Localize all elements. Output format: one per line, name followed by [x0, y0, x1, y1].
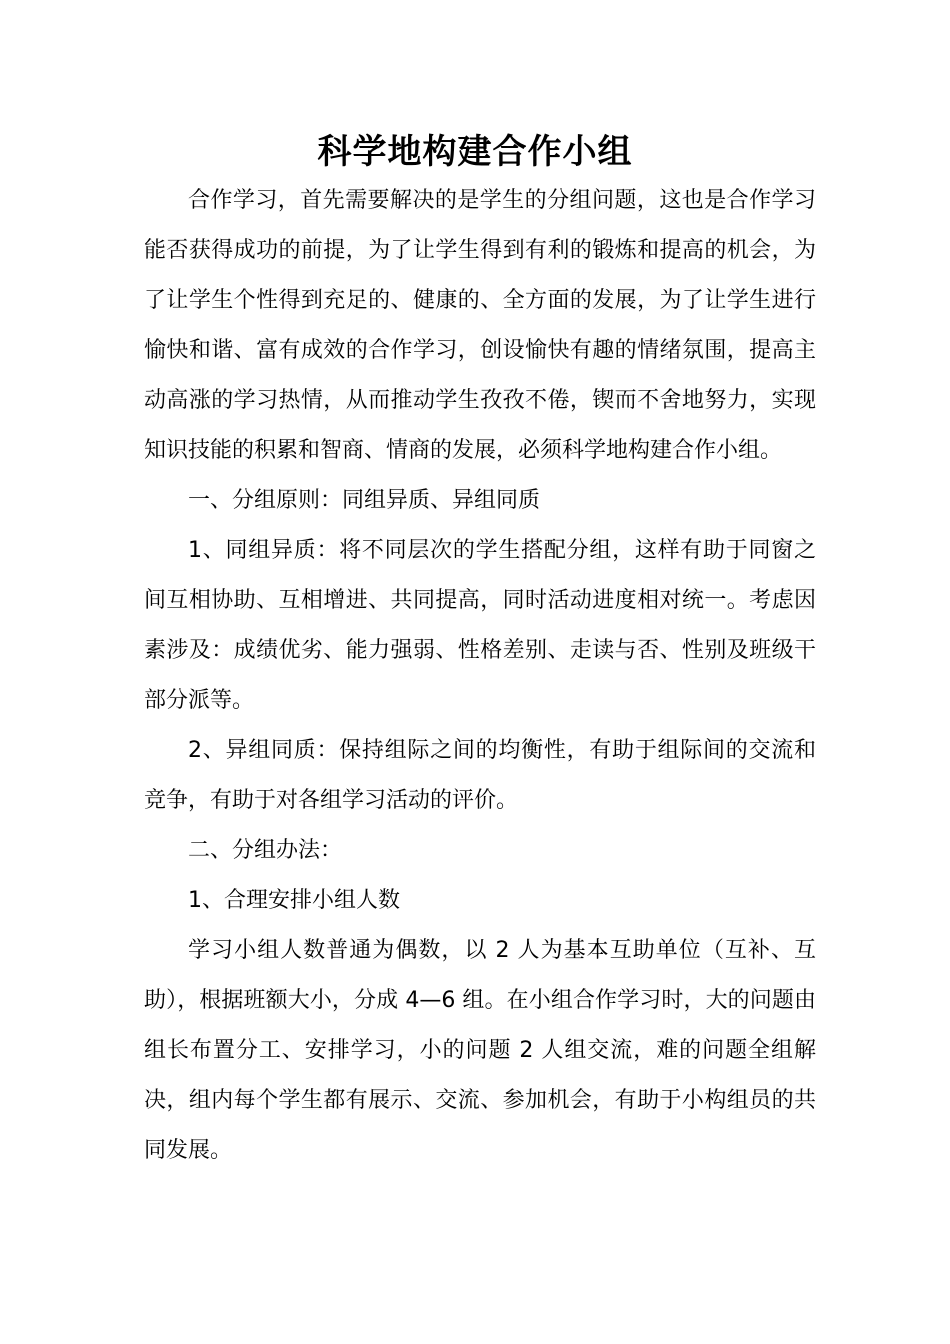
subheading-group-size: 1、合理安排小组人数 — [188, 888, 400, 913]
paragraph-group-size: 学习小组人数普通为偶数，以 2 人为基本互助单位（互补、互助），根据班额大小，分成 4—6 组。在小组合作学习时，大的问题由组长布置分工、安排学习，小的问题 2 人组交流，难的问题全组解决，组内每个学生都有展示、交流、参加机会，有助于小构组员的共同发展。 — [144, 938, 816, 1163]
document-body — [144, 176, 816, 1176]
paragraph-different-group-homogeneous: 2、异组同质：保持组际之间的均衡性，有助于组际间的交流和竞争，有助于对各组学习活动的评价。 — [144, 738, 816, 813]
document-title: 科学地构建合作小组 — [317, 132, 633, 172]
heading-grouping-method: 二、分组办法： — [188, 838, 343, 863]
paragraph-same-group-heterogeneous: 1、同组异质：将不同层次的学生搭配分组，这样有助于同窗之间互相协助、互相增进、共同提高，同时活动进度相对统一。考虑因素涉及：成绩优劣、能力强弱、性格差别、走读与否、性别及班级干部分派等。 — [144, 538, 816, 713]
paragraph-intro: 合作学习，首先需要解决的是学生的分组问题，这也是合作学习能否获得成功的前提，为了让学生得到有利的锻炼和提高的机会，为了让学生个性得到充足的、健康的、全方面的发展，为了让学生进行愉快和谐、富有成效的合作学习，创设愉快有趣的情绪氛围，提高主动高涨的学习热情，从而推动学生孜孜不倦，锲而不舍地努力，实现知识技能的积累和智商、情商的发展，必须科学地构建合作小组。 — [144, 188, 816, 463]
heading-grouping-principle: 一、分组原则：同组异质、异组同质 — [188, 488, 541, 513]
